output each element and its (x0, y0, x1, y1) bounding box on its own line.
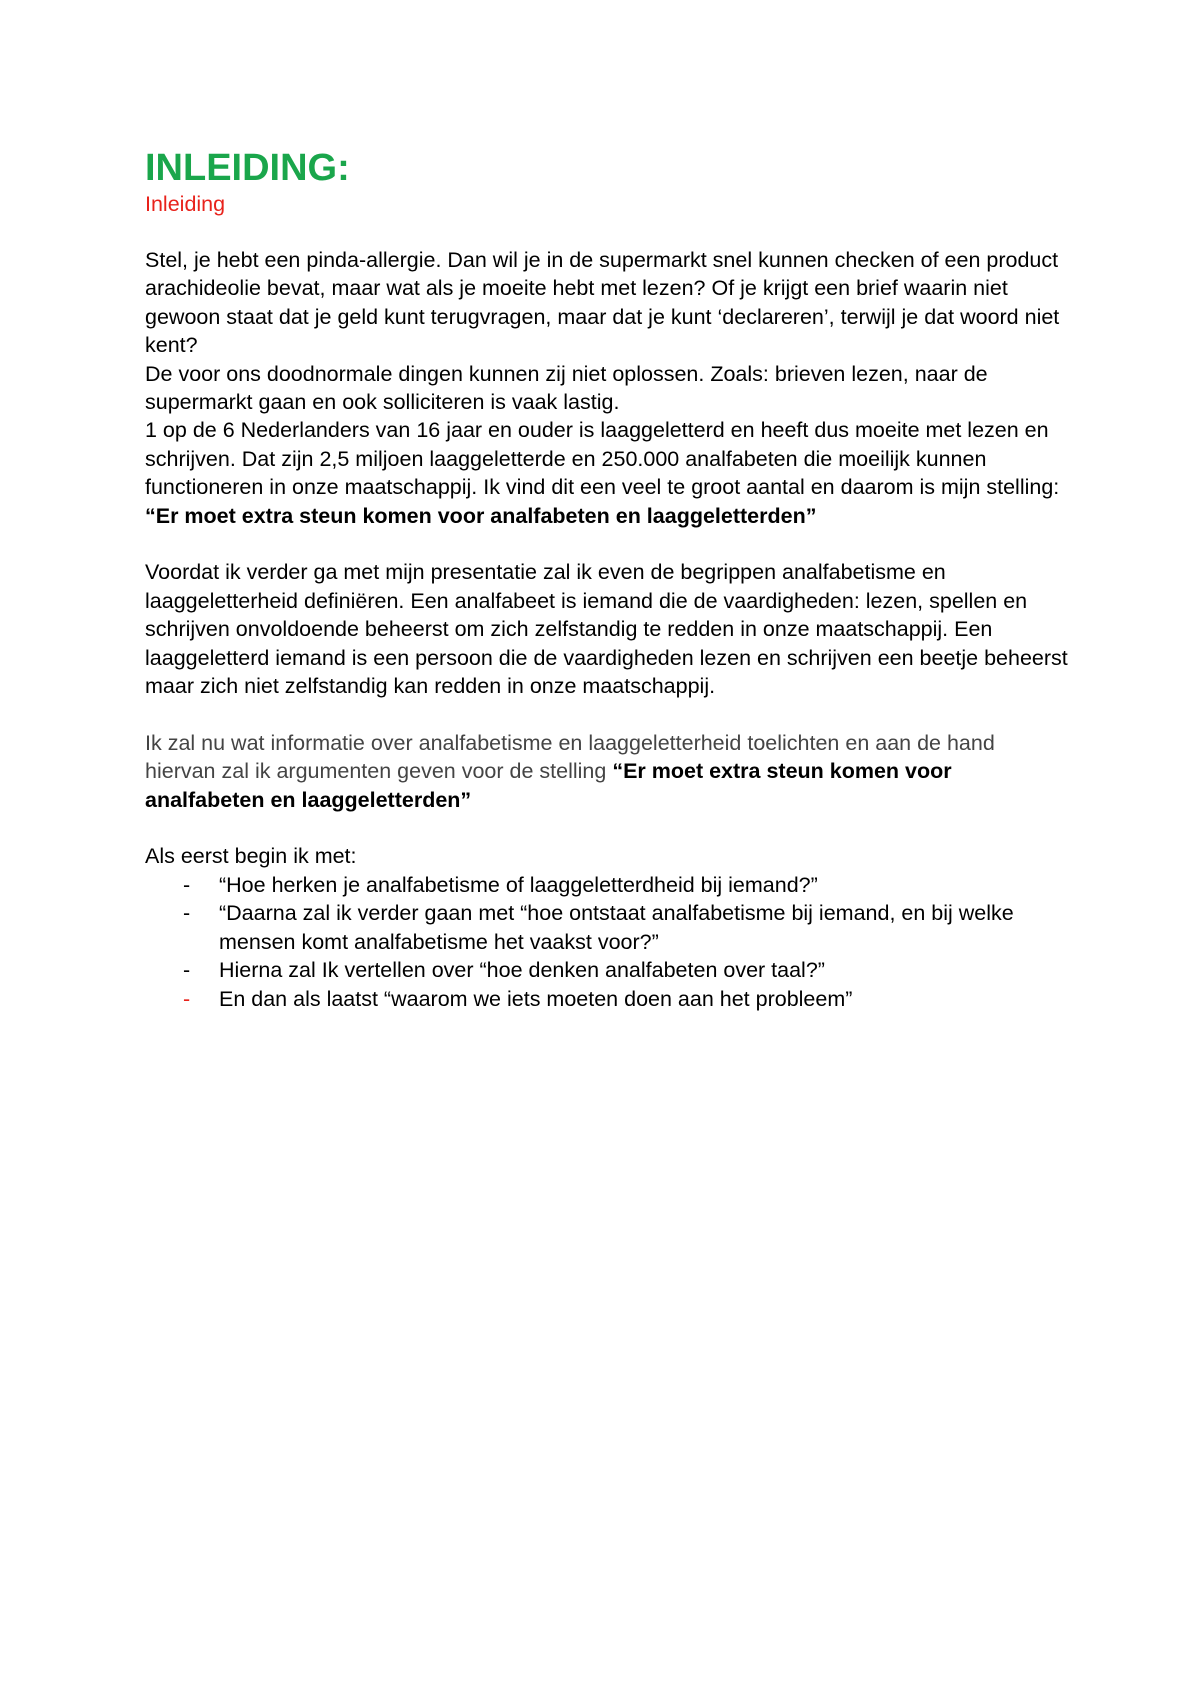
document-content (145, 146, 1070, 1013)
intro-text-statistics: 1 op de 6 Nederlanders van 16 jaar en ouder is laaggeletterd en heeft dus moeite met lezen en schrijven. Dat zijn 2,5 miljoen laaggeletterde en 250.000 analfabeten die moeilijk kunnen functioneren in onze maatschappij. Ik vind dit een veel te groot aantal en daarom is mijn stelling: (145, 418, 1060, 500)
agenda-intro: Als eerst begin ik met: (145, 844, 357, 869)
list-dash-last: - (183, 986, 191, 1011)
agenda-item-text: En dan als laatst “waarom we iets moeten doen aan het probleem” (219, 986, 853, 1011)
definitions-paragraph: Voordat ik verder ga met mijn presentatie zal ik even de begrippen analfabetisme en laaggeletterheid definiëren. Een analfabeet is iemand die de vaardigheden: lezen, spellen en schrijven onvoldoende beheerst om zich zelfstandig te redden in onze maatschappij. Een laaggeletterd iemand is een persoon die de vaardigheden lezen en schrijven een beetje beheerst maar zich niet zelfstandig kan redden in onze maatschappij. (145, 560, 1068, 699)
list-dash: - (183, 901, 191, 926)
agenda-item (145, 899, 1070, 956)
page-title: INLEIDING: (145, 147, 350, 189)
intro-statement: “Er moet extra steun komen voor analfabeten en laaggeletterden” (145, 503, 817, 528)
list-dash: - (183, 958, 191, 983)
agenda-item-text: “Daarna zal ik verder gaan met “hoe ontstaat analfabetisme bij iemand, en bij welke mensen komt analfabetisme het vaakst voor?” (219, 901, 1014, 954)
transition-paragraph (145, 729, 1070, 814)
agenda-item (145, 985, 1070, 1013)
agenda-list (145, 871, 1070, 1013)
agenda-item (145, 871, 1070, 899)
section-subtitle: Inleiding (145, 192, 226, 216)
transition-statement: “Er moet extra steun komen voor analfabeten en laaggeletterden” (145, 759, 952, 812)
agenda-item (145, 956, 1070, 984)
intro-text-everyday: De voor ons doodnormale dingen kunnen zij niet oplossen. Zoals: brieven lezen, naar de supermarkt gaan en ook solliciteren is vaak lastig. (145, 361, 988, 415)
agenda-item-text: “Hoe herken je analfabetisme of laaggeletterdheid bij iemand?” (219, 872, 818, 897)
intro-paragraph (145, 246, 1070, 530)
transition-text: Ik zal nu wat informatie over analfabetisme en laaggeletterheid toelichten en aan de hand hiervan zal ik argumenten geven voor de stelling (145, 730, 995, 784)
list-dash: - (183, 872, 191, 897)
agenda-item-text: Hierna zal Ik vertellen over “hoe denken analfabeten over taal?” (219, 958, 825, 983)
intro-text-allergy: Stel, je hebt een pinda-allergie. Dan wil je in de supermarkt snel kunnen checken of een product arachideolie bevat, maar wat als je moeite hebt met lezen? Of je krijgt een brief waarin niet gewoon staat dat je geld kunt terugvragen, maar dat je kunt ‘declareren’, terwijl je dat woord niet kent? (145, 248, 1060, 358)
